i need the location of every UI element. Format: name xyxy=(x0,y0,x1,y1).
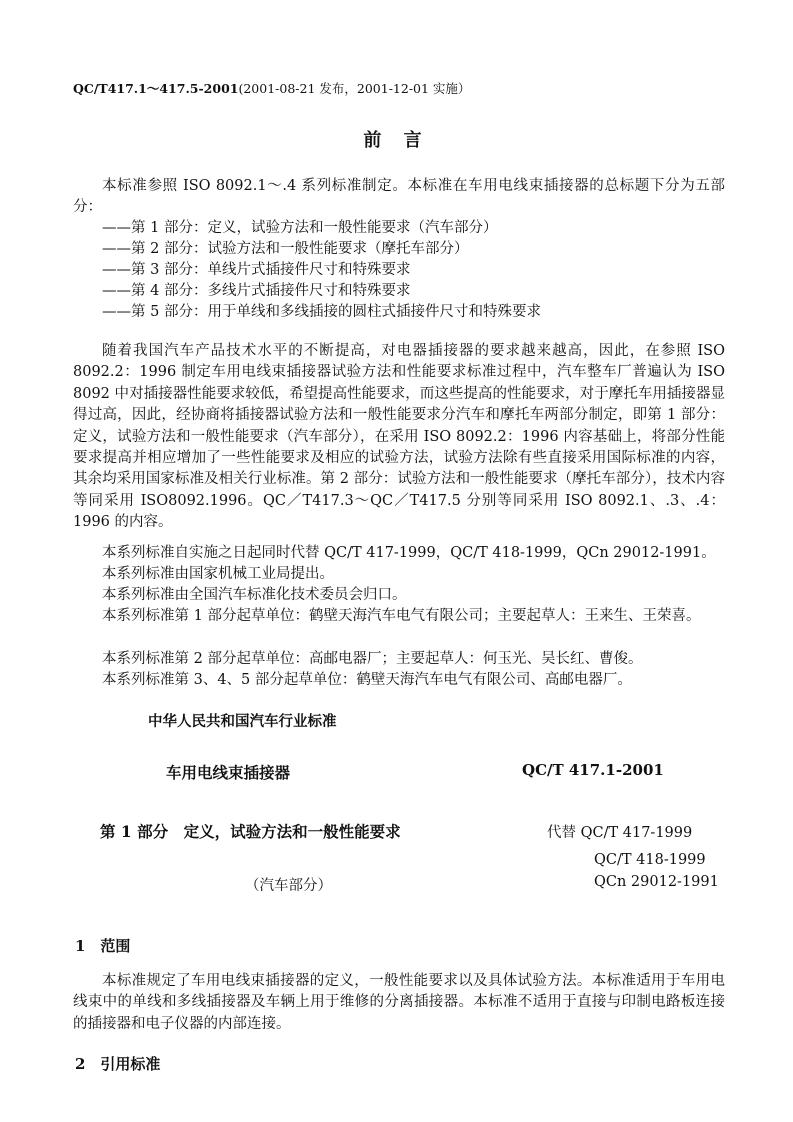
part-subtitle: （汽车部分） xyxy=(245,878,332,894)
preface-note: 本系列标准第 3、4、5 部分起草单位：鹤壁天海汽车电气有限公司、高邮电器厂。 xyxy=(102,672,632,688)
section-heading: 1 范围 xyxy=(75,937,131,955)
part-title: 第 1 部分 定义，试验方法和一般性能要求 xyxy=(100,822,401,841)
standard-number: QC/T 417.1-2001 xyxy=(522,761,664,779)
replaces-standard: QCn 29012-1991 xyxy=(594,874,719,890)
preface-title: 前 言 xyxy=(363,130,430,151)
preface-note: 本系列标准第 2 部分起草单位：高邮电器厂；主要起草人：何玉光、吴长红、曹俊。 xyxy=(102,651,643,667)
preface-note: 本系列标准由全国汽车标准化技术委员会归口。 xyxy=(102,587,407,603)
standard-header-line xyxy=(73,79,470,97)
part-list-item: ——第 3 部分：单线片式插接件尺寸和特殊要求 xyxy=(102,262,411,278)
preface-note: 本系列标准自实施之日起同时代替 QC/T 417-1999，QC/T 418-1999，QCn 29012-1991。 xyxy=(102,545,716,561)
part-list-item: ——第 5 部分：用于单线和多线插接的圆柱式插接件尺寸和特殊要求 xyxy=(102,304,541,320)
standard-name: 车用电线束插接器 xyxy=(166,763,291,782)
part-list-item: ——第 1 部分：定义，试验方法和一般性能要求（汽车部分） xyxy=(102,220,498,236)
preface-body: 随着我国汽车产品技术水平的不断提高，对电器插接器的要求越来越高，因此，在参照 ISO 8092.2：1996 制定车用电线束插接器试验方法和性能要求标准过程中，汽车整车厂普遍认为 ISO 8092 中对插接器性能要求较低，希望提高性能要求，而这些提高的性能要求，对于摩托车用插接器显得过高，因此，经协商将插接器试验方法和一般性能要求分汽车和摩托车两部分制定，即第 1 部分：定义，试验方法和一般性能要求（汽车部分），在采用 ISO 8092.2：1996 内容基础上，将部分性能要求提高并相应增加了一些性能要求及相应的试验方法，试验方法除有些直接采用国际标准的内容，其余均采用国家标准及相关行业标准。第 2 部分：试验方法和一般性能要求（摩托车部分），技术内容等同采用 ISO8092.1996。QC／T417.3～QC／T417.5 分别等同采用 ISO 8092.1、.3、.4：1996 的内容。 xyxy=(73,343,725,531)
publish-dates: (2001-08-21 发布，2001-12-01 实施） xyxy=(238,81,471,96)
replaces-standard: 代替 QC/T 417-1999 xyxy=(547,825,693,841)
standard-code: QC/T417.1～417.5-2001 xyxy=(73,81,239,96)
part-list-item: ——第 4 部分：多线片式插接件尺寸和特殊要求 xyxy=(102,283,411,299)
section-heading: 2 引用标准 xyxy=(75,1055,161,1073)
replaces-standard: QC/T 418-1999 xyxy=(594,852,706,868)
issuing-organization: 中华人民共和国汽车行业标准 xyxy=(148,713,337,730)
part-list-item: ——第 2 部分：试验方法和一般性能要求（摩托车部分） xyxy=(102,241,469,257)
preface-intro: 本标准参照 ISO 8092.1～.4 系列标准制定。本标准在车用电线束插接器的总标题下分为五部分： xyxy=(73,178,725,216)
preface-note: 本系列标准第 1 部分起草单位：鹤壁天海汽车电气有限公司；主要起草人：王来生、王荣喜。 xyxy=(102,608,701,624)
preface-note: 本系列标准由国家机械工业局提出。 xyxy=(102,566,334,582)
section-text: 本标准规定了车用电线束插接器的定义，一般性能要求以及具体试验方法。本标准适用于车用电线束中的单线和多线插接器及车辆上用于维修的分离插接器。本标准不适用于直接与印制电路板连接的插接器和电子仪器的内部连接。 xyxy=(73,973,725,1032)
